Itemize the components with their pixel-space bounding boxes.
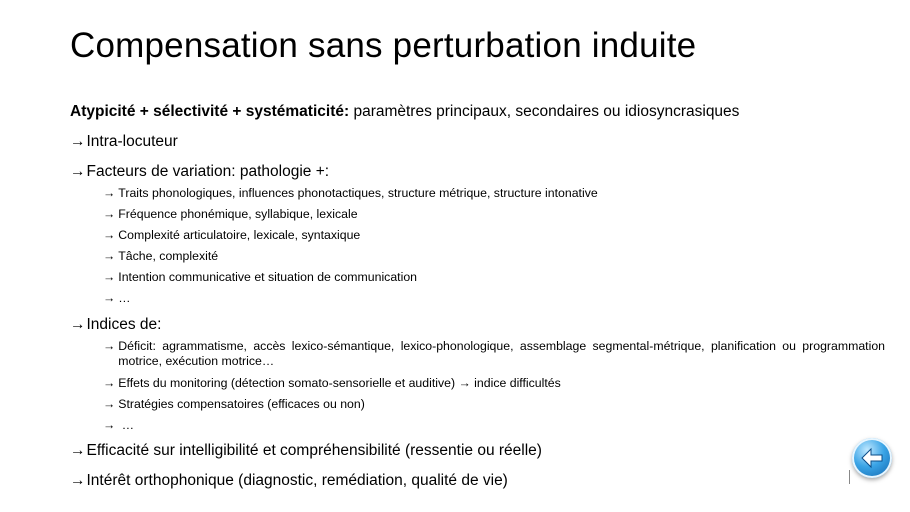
- bullet-text: Indices de:: [86, 315, 162, 333]
- bullet-atypicite: [70, 102, 885, 122]
- arrow-icon: →: [103, 249, 116, 264]
- list-item: [103, 207, 885, 223]
- list-item-text: …: [118, 417, 135, 432]
- arrow-icon: →: [70, 163, 86, 180]
- bullet-text: Efficacité sur intelligibilité et compréhensibilité (ressentie ou réelle): [86, 442, 542, 460]
- bullet-text: Intérêt orthophonique (diagnostic, remédiation, qualité de vie): [86, 472, 508, 490]
- indices-sublist: [103, 339, 885, 433]
- list-item-text: indice difficultés: [470, 375, 561, 390]
- arrow-icon: →: [103, 396, 116, 411]
- list-item: [103, 376, 885, 392]
- list-item-text: Traits phonologiques, influences phonotactiques, structure métrique, structure intonative: [118, 186, 598, 200]
- bullet-text: Intra-locuteur: [86, 133, 178, 150]
- list-item-text: Déficit: agrammatisme, accès lexico-sémantique, lexico-phonologique, assemblage segmental-métrique, planification ou programmation motrice, exécution motrice…: [118, 338, 885, 369]
- back-arrow-button[interactable]: [852, 438, 892, 478]
- text-cursor: [849, 470, 850, 484]
- arrow-icon: →: [458, 375, 471, 390]
- bullet-text: Facteurs de variation: pathologie +:: [86, 163, 330, 180]
- list-item-text: Complexité articulatoire, lexicale, syntaxique: [118, 228, 361, 243]
- bullet-interet: [70, 471, 885, 491]
- list-item: [103, 249, 885, 265]
- list-item: [103, 186, 885, 202]
- slide-title: Compensation sans perturbation induite: [70, 26, 697, 65]
- bullet-efficacite: [70, 441, 885, 461]
- arrow-icon: →: [103, 186, 116, 200]
- list-item: [103, 397, 885, 413]
- arrow-icon: →: [103, 207, 116, 222]
- list-item-text: Effets du monitoring (détection somato-sensorielle et auditive): [118, 375, 459, 390]
- list-item-text: …: [118, 291, 131, 306]
- bullet-facteurs: [70, 162, 885, 182]
- bullet-atypicite-label: Atypicité + sélectivité + systématicité:: [70, 103, 350, 120]
- arrow-icon: →: [103, 375, 116, 390]
- list-item: [103, 291, 885, 307]
- arrow-icon: →: [70, 315, 86, 333]
- bullet-indices: [70, 315, 885, 335]
- bullet-atypicite-text: paramètres principaux, secondaires ou idiosyncrasiques: [349, 103, 740, 120]
- list-item: [103, 270, 885, 286]
- arrow-icon: →: [70, 133, 86, 150]
- list-item: [103, 418, 885, 434]
- list-item: [103, 339, 885, 370]
- arrow-icon: →: [103, 338, 116, 353]
- arrow-icon: →: [103, 270, 116, 285]
- list-item-text: Stratégies compensatoires (efficaces ou non): [118, 396, 365, 411]
- facteurs-sublist: [103, 186, 885, 307]
- arrow-icon: →: [103, 291, 116, 306]
- slide-body: [70, 102, 885, 501]
- bullet-intra-locuteur: [70, 132, 885, 152]
- arrow-icon: →: [70, 472, 86, 490]
- list-item-text: Tâche, complexité: [118, 249, 219, 264]
- list-item: [103, 228, 885, 244]
- arrow-icon: →: [103, 228, 116, 243]
- list-item-text: Fréquence phonémique, syllabique, lexicale: [118, 207, 358, 222]
- arrow-icon: →: [70, 442, 86, 460]
- back-arrow-icon: [860, 447, 884, 469]
- arrow-icon: →: [103, 417, 116, 432]
- list-item-text: Intention communicative et situation de communication: [118, 270, 417, 285]
